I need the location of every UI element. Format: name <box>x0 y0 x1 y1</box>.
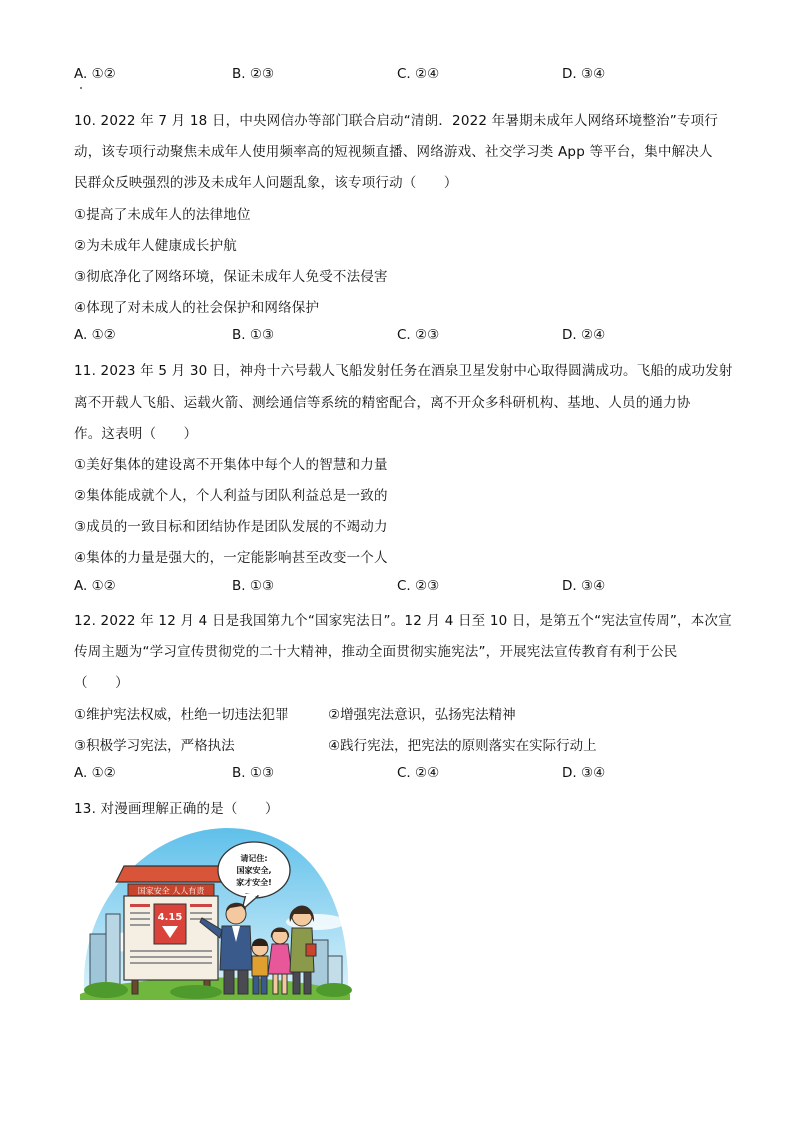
poster-date: 4.15 <box>157 912 183 923</box>
q10-option-c: C. ②③ <box>397 327 440 343</box>
q10-stem-line-1: 10. 2022 年 7 月 18 日，中央网信办等部门联合启动“清朗．2022 年暑期未成年人网络环境整治”专项行 <box>74 113 719 129</box>
q9-options <box>74 66 734 86</box>
q12-statement-2: ②增强宪法意识，弘扬宪法精神 <box>328 707 516 723</box>
q12-option-c: C. ②④ <box>397 765 440 781</box>
q12-options <box>74 765 734 785</box>
q12-option-a: A. ①② <box>74 765 116 781</box>
q10-stem-line-3: 民群众反映强烈的涉及未成年人问题乱象，该专项行动（ ） <box>74 175 458 191</box>
q11-statement-3: ③成员的一致目标和团结协作是团队发展的不竭动力 <box>74 519 388 535</box>
q10-stem-line-2: 动，该专项行动聚焦未成年人使用频率高的短视频直播、网络游戏、社交学习类 App 等平台，集中解决人 <box>74 144 713 160</box>
q11-stem-line-3: 作。这表明（ ） <box>74 426 198 442</box>
speech-line-1: 请记住: <box>240 854 268 863</box>
q12-statement-3: ③积极学习宪法，严格执法 <box>74 738 235 754</box>
q10-statement-1: ①提高了未成年人的法律地位 <box>74 207 251 223</box>
q12-statement-4: ④践行宪法，把宪法的原则落实在实际行动上 <box>328 738 597 754</box>
national-security-cartoon <box>76 822 352 1000</box>
speech-line-2: 国家安全, <box>236 866 272 875</box>
q11-option-b: B. ①③ <box>232 578 275 594</box>
q11-statement-1: ①美好集体的建设离不开集体中每个人的智慧和力量 <box>74 457 388 473</box>
q9-option-b: B. ②③ <box>232 66 275 82</box>
q12-option-b: B. ①③ <box>232 765 275 781</box>
q12-stem-line-3: （ ） <box>74 675 129 691</box>
q10-option-a: A. ①② <box>74 327 116 343</box>
q11-option-c: C. ②③ <box>397 578 440 594</box>
q10-option-d: D. ②④ <box>562 327 606 343</box>
q12-stem-line-2: 传周主题为“学习宣传贯彻党的二十大精神，推动全面贯彻实施宪法”，开展宪法宣传教育有利于公民 <box>74 644 678 660</box>
billboard-title: 国家安全 人人有责 <box>137 886 205 896</box>
q10-options <box>74 327 734 347</box>
q11-option-a: A. ①② <box>74 578 116 594</box>
q11-statement-2: ②集体能成就个人，个人利益与团队利益总是一致的 <box>74 488 388 504</box>
q9-option-d: D. ③④ <box>562 66 606 82</box>
q10-statement-3: ③彻底净化了网络环境，保证未成年人免受不法侵害 <box>74 269 388 285</box>
q11-statement-4: ④集体的力量是强大的，一定能影响甚至改变一个人 <box>74 550 388 566</box>
q12-statement-1: ①维护宪法权威，杜绝一切违法犯罪 <box>74 707 289 723</box>
q12-statements-row-1 <box>74 703 734 723</box>
q11-stem-line-1: 11. 2023 年 5 月 30 日，神舟十六号载人飞船发射任务在酒泉卫星发射中心取得圆满成功。飞船的成功发射 <box>74 363 733 379</box>
q12-statements-row-2 <box>74 734 734 754</box>
q12-stem-line-1: 12. 2022 年 12 月 4 日是我国第九个“国家宪法日”。12 月 4 日至 10 日，是第五个“宪法宣传周”，本次宣 <box>74 613 732 629</box>
q11-option-d: D. ③④ <box>562 578 606 594</box>
q12-option-d: D. ③④ <box>562 765 606 781</box>
q10-statement-4: ④体现了对未成人的社会保护和网络保护 <box>74 300 320 316</box>
q13-stem: 13. 对漫画理解正确的是（ ） <box>74 801 279 817</box>
q11-stem-line-2: 离不开载人飞船、运载火箭、测绘通信等系统的精密配合，离不开众多科研机构、基地、人员的通力协 <box>74 395 691 411</box>
speech-line-3: 家才安全! <box>236 878 272 887</box>
stray-dot <box>80 87 82 89</box>
q9-option-c: C. ②④ <box>397 66 440 82</box>
q10-statement-2: ②为未成年人健康成长护航 <box>74 238 238 254</box>
q10-option-b: B. ①③ <box>232 327 275 343</box>
q9-option-a: A. ①② <box>74 66 116 82</box>
q11-options <box>74 578 734 598</box>
